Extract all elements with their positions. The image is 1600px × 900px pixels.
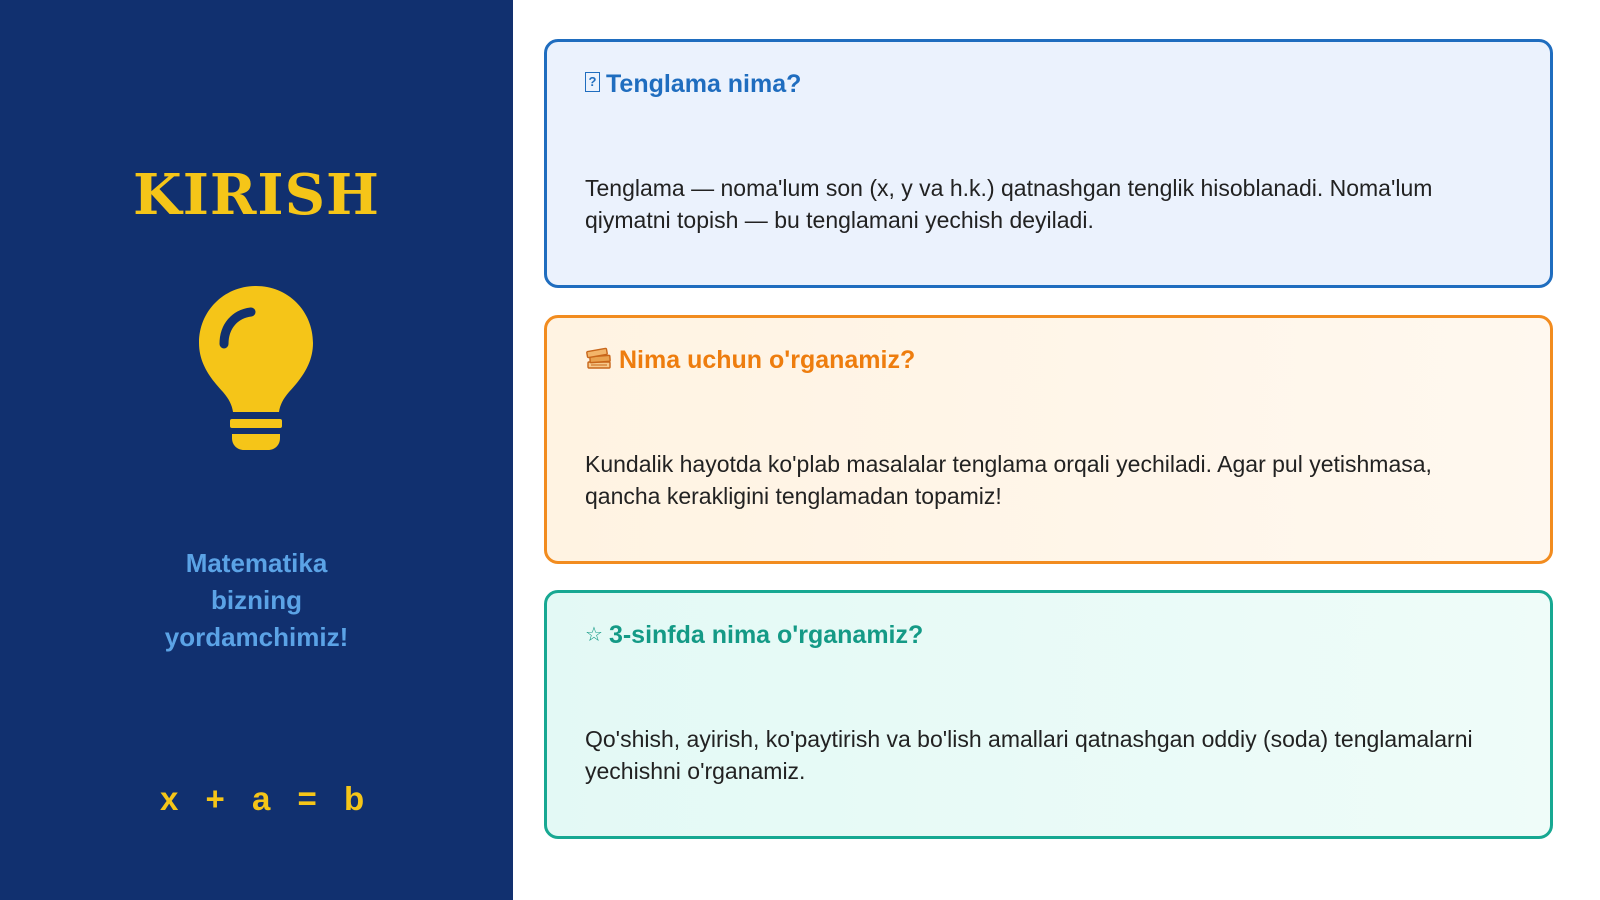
card-heading <box>585 621 923 650</box>
equation-term: b <box>343 780 365 817</box>
card-heading-text: Tenglama nima? <box>606 70 802 98</box>
section-title: KIRISH <box>133 162 380 228</box>
equation-operator: + <box>205 780 225 817</box>
card-heading-text: Nima uchun o'rganamiz? <box>619 346 916 374</box>
equation <box>160 780 382 818</box>
subtitle: Matematika bizning yordamchimiz! <box>164 548 349 652</box>
info-card-grade-3-topics <box>544 590 1553 839</box>
question-box-icon: ? <box>585 72 600 92</box>
card-text: Qo'shish, ayirish, ko'paytirish va bo'lish amallari qatnashgan oddiy (soda) tenglamalarni yechishni o'rganamiz. <box>585 726 1473 784</box>
info-card-why-learn <box>544 315 1553 564</box>
left-panel <box>0 0 513 900</box>
lightbulb-icon <box>199 286 313 450</box>
card-text: Kundalik hayotda ko'plab masalalar tenglama orqali yechiladi. Agar pul yetishmasa, qancha kerakligini tenglamadan topamiz! <box>585 451 1432 509</box>
star-icon: ☆ <box>585 623 603 646</box>
card-heading <box>585 346 915 375</box>
info-card-what-is-equation <box>544 39 1553 288</box>
card-heading-text: 3-sinfda nima o'rganamiz? <box>608 621 924 649</box>
card-heading <box>585 70 801 99</box>
equation-term: a <box>251 780 271 817</box>
equation-term: x <box>160 780 179 817</box>
card-text: Tenglama — noma'lum son (x, y va h.k.) qatnashgan tenglik hisoblanadi. Noma'lum qiymatni topish — bu tenglamani yechish deyiladi. <box>585 175 1433 233</box>
books-icon <box>585 349 613 373</box>
equation-operator: = <box>297 780 317 817</box>
